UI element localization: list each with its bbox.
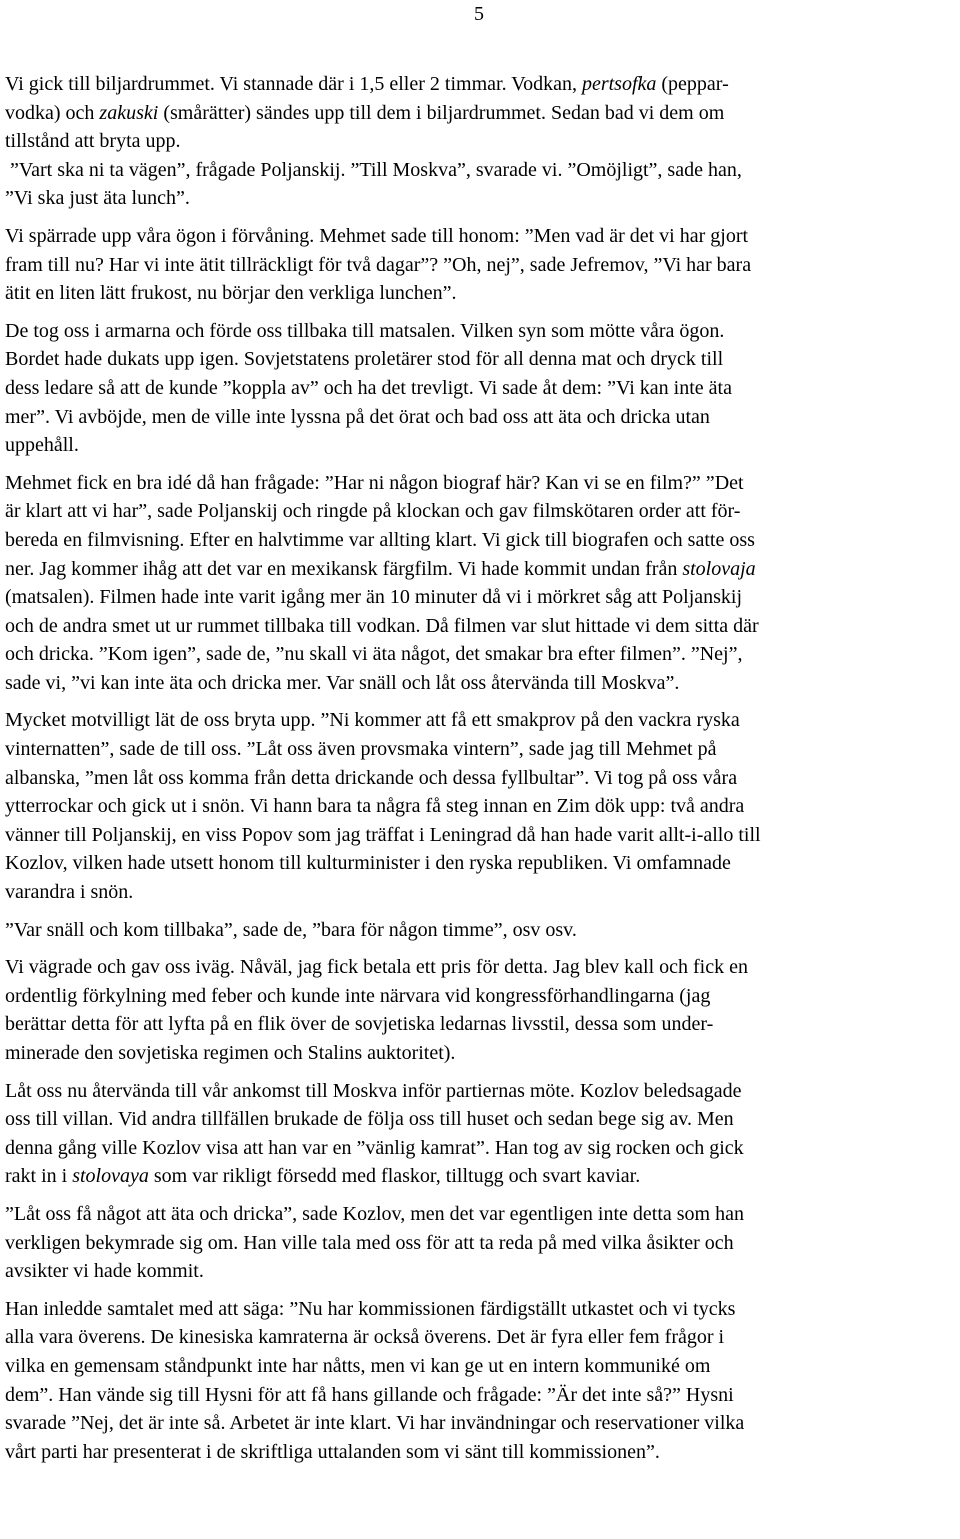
paragraph: [5, 953, 955, 1067]
text-run: (peppar- vodka) och: [5, 73, 729, 124]
text-run: ”Var snäll och kom tillbaka”, sade de, ”bara för någon timme”, osv osv.: [5, 918, 577, 941]
text-run: Vi spärrade upp våra ögon i förvåning. Mehmet sade till honom: ”Men vad är det vi har gjort fram till nu? Har vi inte ätit tillräckligt för två dagar”? ”Oh, nej”, sade Jefremov, ”Vi har bara ätit en liten lätt frukost, nu börjar den verkliga lunchen”.: [5, 224, 752, 305]
page-number: 5: [474, 3, 484, 25]
italic-term: stolovaya: [72, 1165, 149, 1188]
text-run: Han inledde samtalet med att säga: ”Nu har kommissionen färdigställt utkastet och vi tycks alla vara överens. De kinesiska kamraterna är också överens. Det är fyra eller fem frågor i vilka en gemensam ståndpunkt inte har nåtts, men vi kan ge ut en intern kommuniké om dem”. Han vände sig till Hysni för att få hans gillande och frågade: ”Är det inte så?” Hysni svarade ”Nej, det är inte så. Arbetet är inte klart. Vi har invändningar och reservationer vilka vårt parti har presenterat i de skriftliga uttalanden som vi sänt till kommissionen”.: [5, 1297, 745, 1463]
text-run: (smårätter) sändes upp till dem i biljardrummet. Sedan bad vi dem om tillstånd att bryta upp. ”Vart ska ni ta vägen”, frågade Poljanskij. ”Till Moskva”, svarade vi. ”Omöjligt”, sade han, ”Vi ska just äta lunch”.: [5, 101, 742, 210]
paragraph: [5, 916, 955, 945]
paragraph: [5, 70, 955, 213]
text-run: Mehmet fick en bra idé då han frågade: ”Har ni någon biograf här? Kan vi se en film?” ”Det är klart att vi har”, sade Poljanskij och ringde på klockan och gav filmskötaren order att för- bereda en filmvisning. Efter en halvtimme var allting klart. Vi gick till biografen och satte oss ner. Jag kommer ihåg att det var en mexikansk färgfilm. Vi hade kommit undan från: [5, 471, 755, 580]
document-body: [5, 70, 955, 1475]
italic-term: pertsofka: [581, 73, 657, 95]
text-run: Vi vägrade och gav oss iväg. Nåväl, jag fick betala ett pris för detta. Jag blev kall och fick en ordentlig förkylning med feber och kunde inte närvara vid kongressförhandlingarna (jag berättar detta för att lyfta på en flik över de sovjetiska ledarnas livsstil, dessa som under- minerade den sovjetiska regimen och Stalins auktoritet).: [5, 956, 748, 1064]
text-run: som var rikligt försedd med flaskor, tilltugg och svart kaviar.: [148, 1165, 641, 1188]
text-run: (matsalen). Filmen hade inte varit igång mer än 10 minuter då vi i mörkret såg att Poljanskij och de andra smet ut ur rummet tillbaka till vodkan. Då filmen var slut hittade vi dem sitta där och dricka. ”Kom igen”, sade de, ”nu skall vi äta något, det smakar bra efter filmen”. ”Nej”, sade vi, ”vi kan inte äta och dricka mer. Var snäll och låt oss återvända till Moskva”.: [5, 586, 759, 694]
italic-term: stolovaja: [682, 557, 756, 580]
paragraph: [5, 706, 955, 906]
text-run: Vi gick till biljardrummet. Vi stannade där i 1,5 eller 2 timmar. Vodkan,: [5, 73, 582, 95]
paragraph: [5, 317, 955, 460]
paragraph: [5, 222, 955, 308]
paragraph: [5, 469, 955, 698]
paragraph: [5, 1200, 955, 1286]
paragraph: [5, 1077, 955, 1191]
text-run: De tog oss i armarna och förde oss tillbaka till matsalen. Vilken syn som mötte våra ögon. Bordet hade dukats upp igen. Sovjetstatens proletärer stod för all denna mat och dryck till dess ledare så att de kunde ”koppla av” och ha det trevligt. Vi sade åt dem: ”Vi kan inte äta mer”. Vi avböjde, men de ville inte lyssna på det örat och bad oss att äta och dricka utan uppehåll.: [5, 319, 732, 457]
text-run: ”Låt oss få något att äta och dricka”, sade Kozlov, men det var egentligen inte detta som han verkligen bekymrade sig om. Han ville tala med oss för att ta reda på med vilka åsikter och avsikter vi hade kommit.: [5, 1202, 744, 1283]
italic-term: zakuski: [99, 101, 159, 124]
text-run: Låt oss nu återvända till vår ankomst till Moskva inför partiernas möte. Kozlov beledsagade oss till villan. Vid andra tillfällen brukade de följa oss till huset och sedan bege sig av. Men denna gång ville Kozlov visa att han var en ”vänlig kamrat”. Han tog av sig rocken och gick rakt in i: [5, 1079, 744, 1188]
paragraph: [5, 1295, 955, 1467]
text-run: Mycket motvilligt lät de oss bryta upp. ”Ni kommer att få ett smakprov på den vackra ryska vinternatten”, sade de till oss. ”Låt oss även provsmaka vintern”, sade jag till Mehmet på albanska, ”men låt oss komma från detta drickande och dessa fyllbultar”. Vi tog på oss våra ytterrockar och gick ut i snön. Vi hann bara ta några få steg innan en Zim dök upp: två andra vänner till Poljanskij, en viss Popov som jag träffat i Leningrad då han hade varit allt-i-allo till Kozlov, vilken hade utsett honom till kulturminister i den ryska republiken. Vi omfamnade varandra i snön.: [5, 709, 761, 904]
